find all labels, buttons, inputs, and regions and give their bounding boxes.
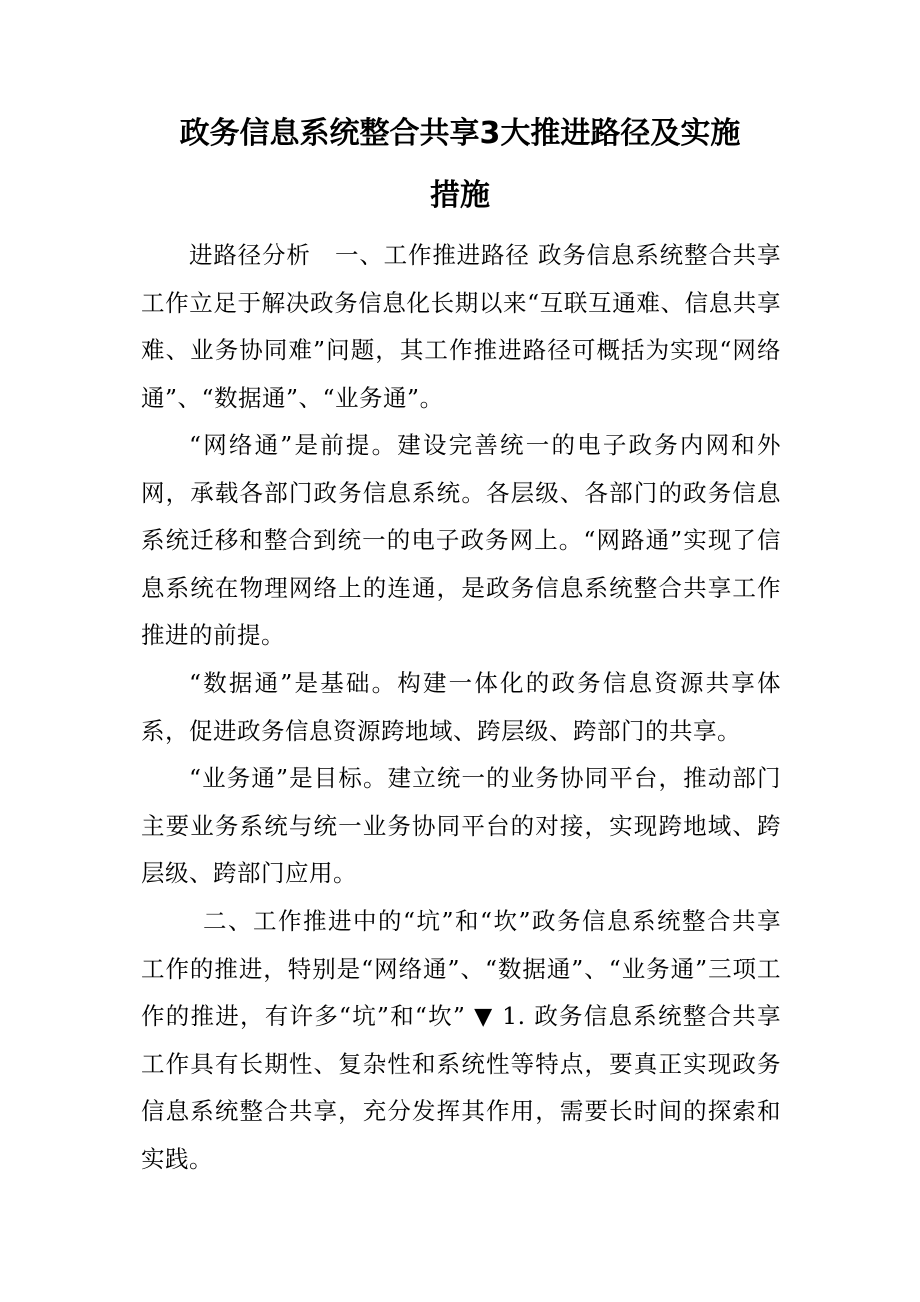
- paragraph-network: “网络通”是前提。建设完善统一的电子政务内网和外网，承载各部门政务信息系统。各层级、各部门的政务信息系统迁移和整合到统一的电子政务网上。“网路通”实现了信息系统在物理网络上的连通，是政务信息系统整合共享工作推进的前提。: [141, 431, 781, 649]
- paragraph-obstacles: 二、工作推进中的“坑”和“坎”政务信息系统整合共享工作的推进，特别是“网络通”、“数据通”、“业务通”三项工作的推进，有许多“坑”和“坎” ▼ 1. 政务信息系统整合共享工作具有长期性、复杂性和系统性等特点，要真正实现政务信息系统整合共享，充分发挥其作用，需要长时间的探索和实践。: [141, 907, 781, 1173]
- paragraph-work-path: 进路径分析 一、工作推进路径 政务信息系统整合共享工作立足于解决政务信息化长期以来“互联互通难、信息共享难、业务协同难”问题，其工作推进路径可概括为实现“网络通”、“数据通”、“业务通”。: [141, 241, 781, 412]
- paragraph-data: “数据通”是基础。构建一体化的政务信息资源共享体系，促进政务信息资源跨地域、跨层级、跨部门的共享。: [141, 669, 781, 745]
- paragraph-business: “业务通”是目标。建立统一的业务协同平台，推动部门主要业务系统与统一业务协同平台的对接，实现跨地域、跨层级、跨部门应用。: [141, 764, 781, 887]
- document-title-line-1: 政务信息系统整合共享3大推进路径及实施: [179, 116, 741, 151]
- document-title-line-2: 措施: [430, 178, 490, 213]
